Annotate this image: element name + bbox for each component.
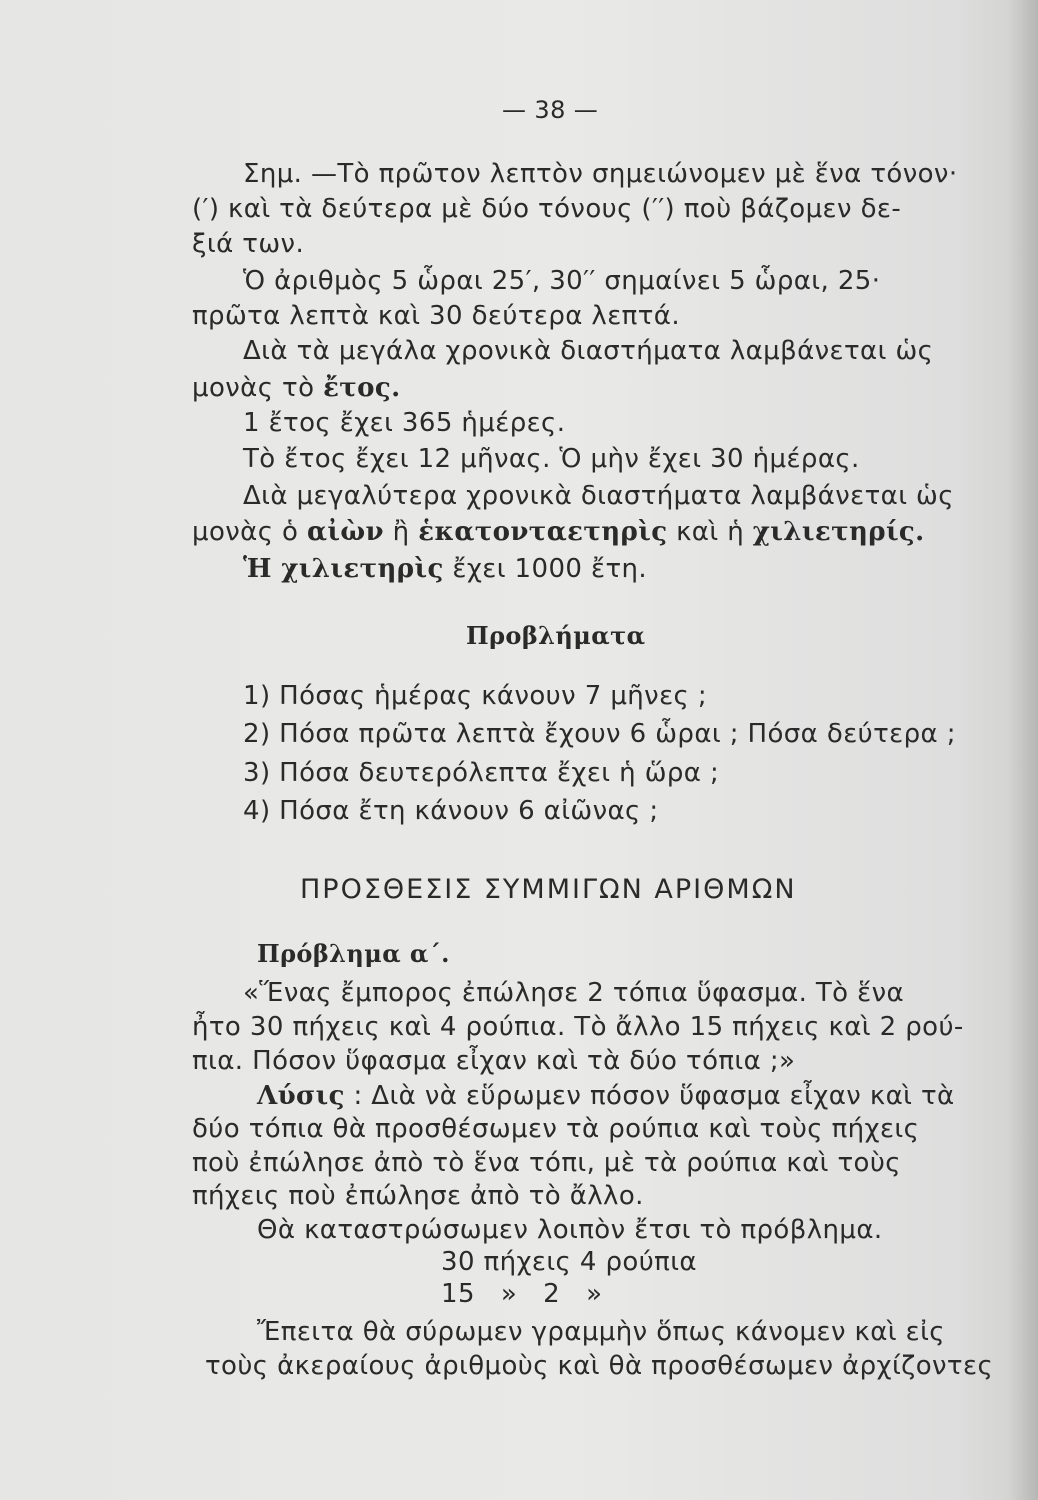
note-line-2: (′) καὶ τὰ δεύτερα μὲ δύο τόνους (′′) ποὺ βάζομεν δε- (192, 194, 902, 224)
century-line-3-text: ἔχει 1000 ἔτη. (443, 554, 648, 584)
solution-line-6: Ἔπειτα θὰ σύρωμεν γραμμὴν ὅπως κάνομεν καὶ εἰς (257, 1317, 945, 1347)
note-line-3: ξιά των. (192, 229, 305, 259)
year-line-2 (192, 372, 401, 404)
term-chilietiris: χιλιετηρίς. (752, 517, 925, 547)
term-ekatontaetiris: ἑκατονταετηρὶς (418, 517, 668, 547)
section-title: ΠΡΟΣΘΕΣΙΣ ΣΥΜΜΙΓΩΝ ΑΡΙΘΜΩΝ (300, 874, 797, 905)
setup-row-2: 15 » 2 » (441, 1279, 603, 1309)
term-aion: αἰὼν (307, 517, 385, 547)
year-line-4: Τὸ ἔτος ἔχει 12 μῆνας. Ὁ μὴν ἔχει 30 ἡμέρας. (243, 444, 860, 474)
century-line-1: Διὰ μεγαλύτερα χρονικὰ διαστήματα λαμβάνεται ὡς (243, 481, 954, 511)
solution-line-5: Θὰ καταστρώσωμεν λοιπὸν ἔτσι τὸ πρόβλημα. (257, 1215, 883, 1245)
year-line-2-text: μονὰς τὸ (192, 373, 324, 403)
page-number: — 38 — (502, 96, 599, 124)
year-line-1: Διὰ τὰ μεγάλα χρονικὰ διαστήματα λαμβάνεται ὡς (243, 336, 934, 366)
solution-label: Λύσις (257, 1081, 345, 1111)
century-text-e: καὶ ἡ (667, 517, 753, 547)
century-line-3 (243, 553, 647, 585)
problem-1: 1) Πόσας ἡμέρας κάνουν 7 μῆνες ; (243, 681, 708, 711)
solution-line-7: τοὺς ἀκεραίους ἀριθμοὺς καὶ θὰ προσθέσωμεν ἀρχίζοντες (205, 1351, 994, 1381)
solution-line-3: ποὺ ἐπώλησε ἀπὸ τὸ ἕνα τόπι, μὲ τὰ ρούπια καὶ τοὺς (192, 1148, 901, 1178)
century-text-a: μονὰς ὁ (192, 517, 308, 547)
note-line-5: πρῶτα λεπτὰ καὶ 30 δεύτερα λεπτά. (192, 301, 680, 331)
problem-3: 3) Πόσα δευτερόλεπτα ἔχει ἡ ὥρα ; (243, 758, 720, 788)
century-line-2 (192, 516, 925, 548)
problem-a-line-1: «Ἕνας ἔμπορος ἐπώλησε 2 τόπια ὕφασμα. Τὸ ἕνα (243, 978, 905, 1008)
century-text-c: ἢ (384, 517, 419, 547)
page-edge-shadow (1008, 0, 1038, 1500)
solution-line-2: δύο τόπια θὰ προσθέσωμεν τὰ ρούπια καὶ τοὺς πήχεις (192, 1114, 920, 1144)
note-line-1: Σημ. —Τὸ πρῶτον λεπτὸν σημειώνομεν μὲ ἕνα τόνον· (243, 159, 958, 189)
solution-line-1-text: : Διὰ νὰ εὕρωμεν πόσον ὕφασμα εἶχαν καὶ τὰ (344, 1081, 955, 1111)
term-i-chilietiris: Ἡ χιλιετηρὶς (243, 554, 444, 584)
problems-heading: Προβλήματα (466, 621, 646, 650)
problem-2: 2) Πόσα πρῶτα λεπτὰ ἔχουν 6 ὧραι ; Πόσα δεύτερα ; (243, 719, 956, 749)
term-etos: ἔτος. (323, 373, 401, 403)
solution-line-4: πήχεις ποὺ ἐπώλησε ἀπὸ τὸ ἄλλο. (192, 1181, 644, 1211)
problem-a-label: Πρόβλημα α΄. (257, 939, 450, 968)
year-line-3: 1 ἔτος ἔχει 365 ἡμέρες. (243, 408, 566, 438)
solution-line-1 (257, 1080, 955, 1112)
problem-a-line-3: πια. Πόσον ὕφασμα εἶχαν καὶ τὰ δύο τόπια ;» (192, 1046, 796, 1076)
note-line-4: Ὁ ἀριθμὸς 5 ὧραι 25′, 30′′ σημαίνει 5 ὧραι, 25· (243, 266, 881, 296)
setup-row-1: 30 πήχεις 4 ρούπια (441, 1247, 697, 1277)
problem-a-line-2: ἦτο 30 πήχεις καὶ 4 ρούπια. Τὸ ἄλλο 15 πήχεις καὶ 2 ρού- (192, 1012, 964, 1042)
problem-4: 4) Πόσα ἔτη κάνουν 6 αἰῶνας ; (243, 796, 659, 826)
